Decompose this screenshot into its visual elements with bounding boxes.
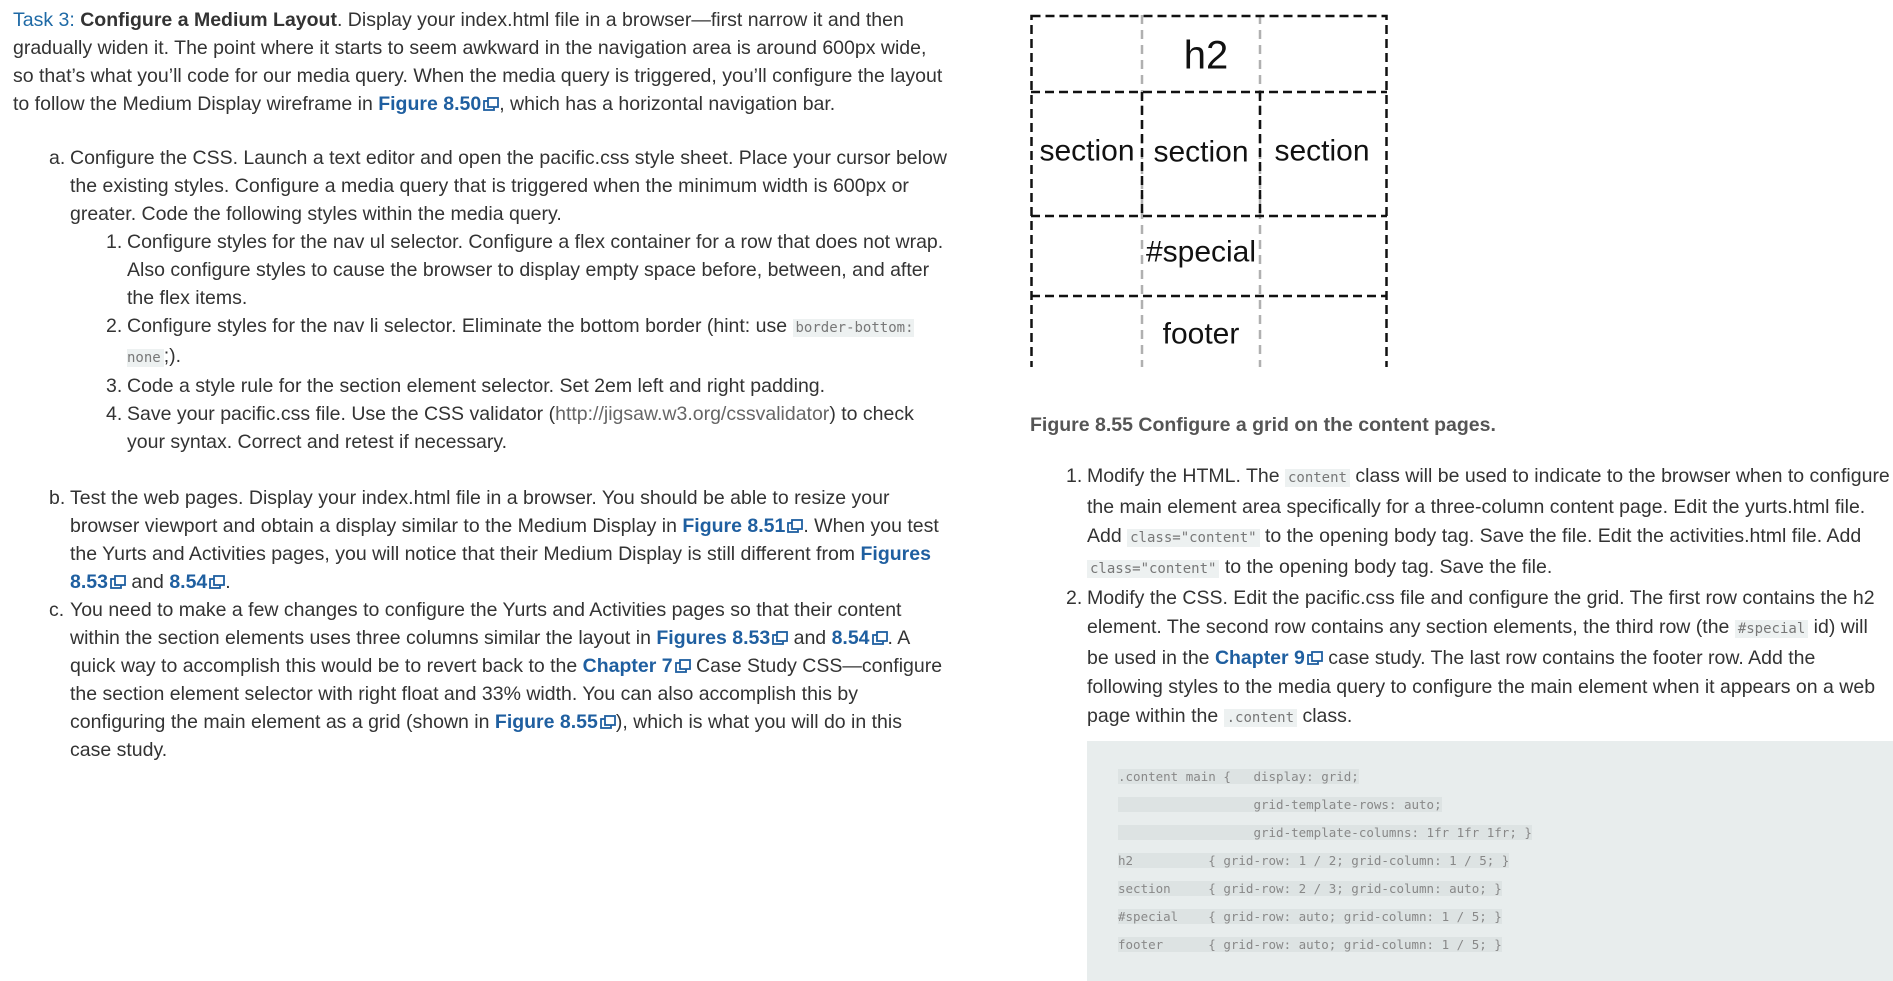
right-step-2-text-3: case study. The last row contains the footer row. Add the following styles to the media query to configure the main element when it appears on a web page within the xyxy=(1087,647,1876,727)
code-text: section { grid-row: 2 / 3; grid-column: auto; } xyxy=(1118,881,1502,896)
list-marker: 2. xyxy=(106,315,123,337)
list-marker: 2. xyxy=(1066,587,1083,609)
external-link-icon xyxy=(1307,651,1323,665)
substep-2-text-end: ;). xyxy=(163,345,182,367)
list-marker: 1. xyxy=(1066,465,1083,487)
right-step-1-text-2: class will be used to indicate to the browser when to configure the main element area specifically for a three-column content page. Edit the yurts.html file. Add xyxy=(1087,465,1890,547)
chapter-7-link[interactable]: Chapter 7 xyxy=(582,655,673,677)
external-link-icon xyxy=(675,659,691,673)
substep-4-text-end: ) to check your syntax. Correct and retest if necessary. xyxy=(127,403,914,453)
substep-4-text: Save your pacific.css file. Use the CSS validator ( xyxy=(127,403,556,425)
list-marker: b. xyxy=(49,487,66,509)
step-c-text-4: Case Study CSS—configure the section element selector with right float and 33% width. You can also accomplish this by configuring the main element as a grid (shown in xyxy=(70,655,943,733)
cell-special: #special xyxy=(1145,235,1257,269)
intro-text: . Display your index.html file in a browser—first narrow it and then gradually widen it. The point where it starts to seem awkward in the navigation area is around 600px wide, so that’s what you’ll code for our media query. When the media query is triggered, you’ll configure the layout to follow the Medium Display wireframe in xyxy=(13,9,943,115)
list-marker: 3. xyxy=(106,375,123,397)
code-text: h2 { grid-row: 1 / 2; grid-column: 1 / 5; } xyxy=(1118,853,1510,868)
right-column xyxy=(1030,0,1893,981)
step-c xyxy=(13,596,948,764)
step-b-text-2: . When you test the Yurts and Activities pages, you will notice that their Medium Display is still different from xyxy=(70,515,939,565)
css-code-block xyxy=(1087,741,1893,981)
code-text: grid-template-columns: 1fr 1fr 1fr; } xyxy=(1118,825,1532,840)
substep-4 xyxy=(13,400,948,456)
substep-1 xyxy=(13,228,948,312)
code-line xyxy=(1118,935,1893,963)
step-a-text: Configure the CSS. Launch a text editor and open the pacific.css style sheet. Place your cursor below the existing styles. Configure a media query that is triggered when the minimum width is 600px or greater. Code the following styles within the media query. xyxy=(70,147,947,225)
substep-2-text: Configure styles for the nav li selector. Eliminate the bottom border (hint: use xyxy=(127,315,793,337)
step-b-text-4: . xyxy=(225,571,231,593)
step-c-text: You need to make a few changes to configure the Yurts and Activities pages so that their content within the section elements uses three columns similar the layout in xyxy=(70,599,902,649)
code-text: footer { grid-row: auto; grid-column: 1 / 5; } xyxy=(1118,937,1502,952)
step-c-text-5: ), which is what you will do in this case study. xyxy=(70,711,902,761)
right-step-1-text-3: to the opening body tag. Save the file. Edit the activities.html file. Add xyxy=(1259,525,1862,547)
right-steps-list xyxy=(1030,462,1893,733)
right-step-2-text-4: class. xyxy=(1297,705,1353,727)
inline-code: class="content" xyxy=(1127,529,1259,547)
grid-wireframe-figure xyxy=(1030,7,1390,367)
substep-1-text: Configure styles for the nav ul selector. Configure a flex container for a row that does not wrap. Also configure styles to cause the browser to display empty space before, between, and after the flex items. xyxy=(127,231,944,309)
step-c-text-3: . A quick way to accomplish this would be to revert back to the xyxy=(70,627,910,677)
substep-3-text: Code a style rule for the section element selector. Set 2em left and right padding. xyxy=(127,375,826,397)
inline-code: .content xyxy=(1224,709,1297,727)
cell-section-2: section xyxy=(1153,135,1249,169)
task-title: Configure a Medium Layout xyxy=(80,9,337,31)
inline-code: #special xyxy=(1735,620,1808,638)
external-link-icon xyxy=(872,631,888,645)
external-link-icon xyxy=(483,97,499,111)
inline-code: border-bottom: none xyxy=(127,320,914,366)
inline-code: class="content" xyxy=(1087,560,1219,578)
step-b-text-3: and xyxy=(125,571,170,593)
cell-section-1: section xyxy=(1039,134,1135,168)
step-b xyxy=(13,484,948,596)
figure-8-55-link[interactable]: Figure 8.55 xyxy=(494,711,598,733)
code-line xyxy=(1118,879,1893,907)
figure-caption: Figure 8.55 Configure a grid on the content pages. xyxy=(1030,414,1496,436)
step-c-text-2: and xyxy=(788,627,832,649)
code-text: grid-template-rows: auto; xyxy=(1118,797,1442,812)
list-marker: a. xyxy=(49,147,66,169)
substep-2 xyxy=(13,312,948,372)
code-line xyxy=(1118,851,1893,879)
cell-section-3: section xyxy=(1274,134,1370,168)
figures-8-53-link[interactable]: Figures 8.53 xyxy=(656,627,771,649)
list-marker: 4. xyxy=(106,403,123,425)
validator-url[interactable]: http://jigsaw.w3.org/cssvalidator xyxy=(555,403,830,425)
right-step-1-text-4: to the opening body tag. Save the file. xyxy=(1219,556,1553,578)
code-line xyxy=(1118,907,1893,935)
right-step-2 xyxy=(1030,584,1893,733)
chapter-9-link[interactable]: Chapter 9 xyxy=(1214,647,1305,669)
task-intro xyxy=(13,6,948,118)
external-link-icon xyxy=(787,519,803,533)
figure-8-54-link[interactable]: 8.54 xyxy=(831,627,870,649)
right-step-1 xyxy=(1030,462,1893,584)
code-line xyxy=(1118,795,1893,823)
cell-footer: footer xyxy=(1162,317,1240,351)
code-text: #special { grid-row: auto; grid-column: 1 / 5; } xyxy=(1118,909,1502,924)
task-label: Task 3: xyxy=(13,9,75,31)
external-link-icon xyxy=(772,631,788,645)
figures-8-53-link[interactable]: Figures 8.53 xyxy=(70,543,931,593)
figure-8-54-link[interactable]: 8.54 xyxy=(169,571,208,593)
right-step-1-text: Modify the HTML. The xyxy=(1087,465,1285,487)
intro-text-end: , which has a horizontal navigation bar. xyxy=(499,93,836,115)
code-line xyxy=(1118,767,1893,795)
external-link-icon xyxy=(110,575,126,589)
code-text: .content main { display: grid; xyxy=(1118,769,1359,784)
left-column xyxy=(13,6,948,764)
list-marker: 1. xyxy=(106,231,123,253)
right-step-2-text: Modify the CSS. Edit the pacific.css file and configure the grid. The first row contains the h2 element. The second row contains any section elements, the third row (the xyxy=(1087,587,1875,638)
step-a xyxy=(13,144,948,456)
step-b-text: Test the web pages. Display your index.html file in a browser. You should be able to resize your browser viewport and obtain a display similar to the Medium Display in xyxy=(70,487,890,537)
task-steps-list xyxy=(13,144,948,764)
cell-h2: h2 xyxy=(1183,33,1229,78)
step-a-substeps xyxy=(70,228,948,456)
external-link-icon xyxy=(209,575,225,589)
external-link-icon xyxy=(600,715,616,729)
figure-8-51-link[interactable]: Figure 8.51 xyxy=(682,515,786,537)
list-marker: c. xyxy=(49,599,65,621)
substep-3 xyxy=(13,372,948,400)
code-line xyxy=(1118,823,1893,851)
inline-code: content xyxy=(1285,469,1350,487)
right-step-2-text-2: id) will be used in the xyxy=(1087,616,1868,669)
figure-8-50-link[interactable]: Figure 8.50 xyxy=(378,93,482,115)
